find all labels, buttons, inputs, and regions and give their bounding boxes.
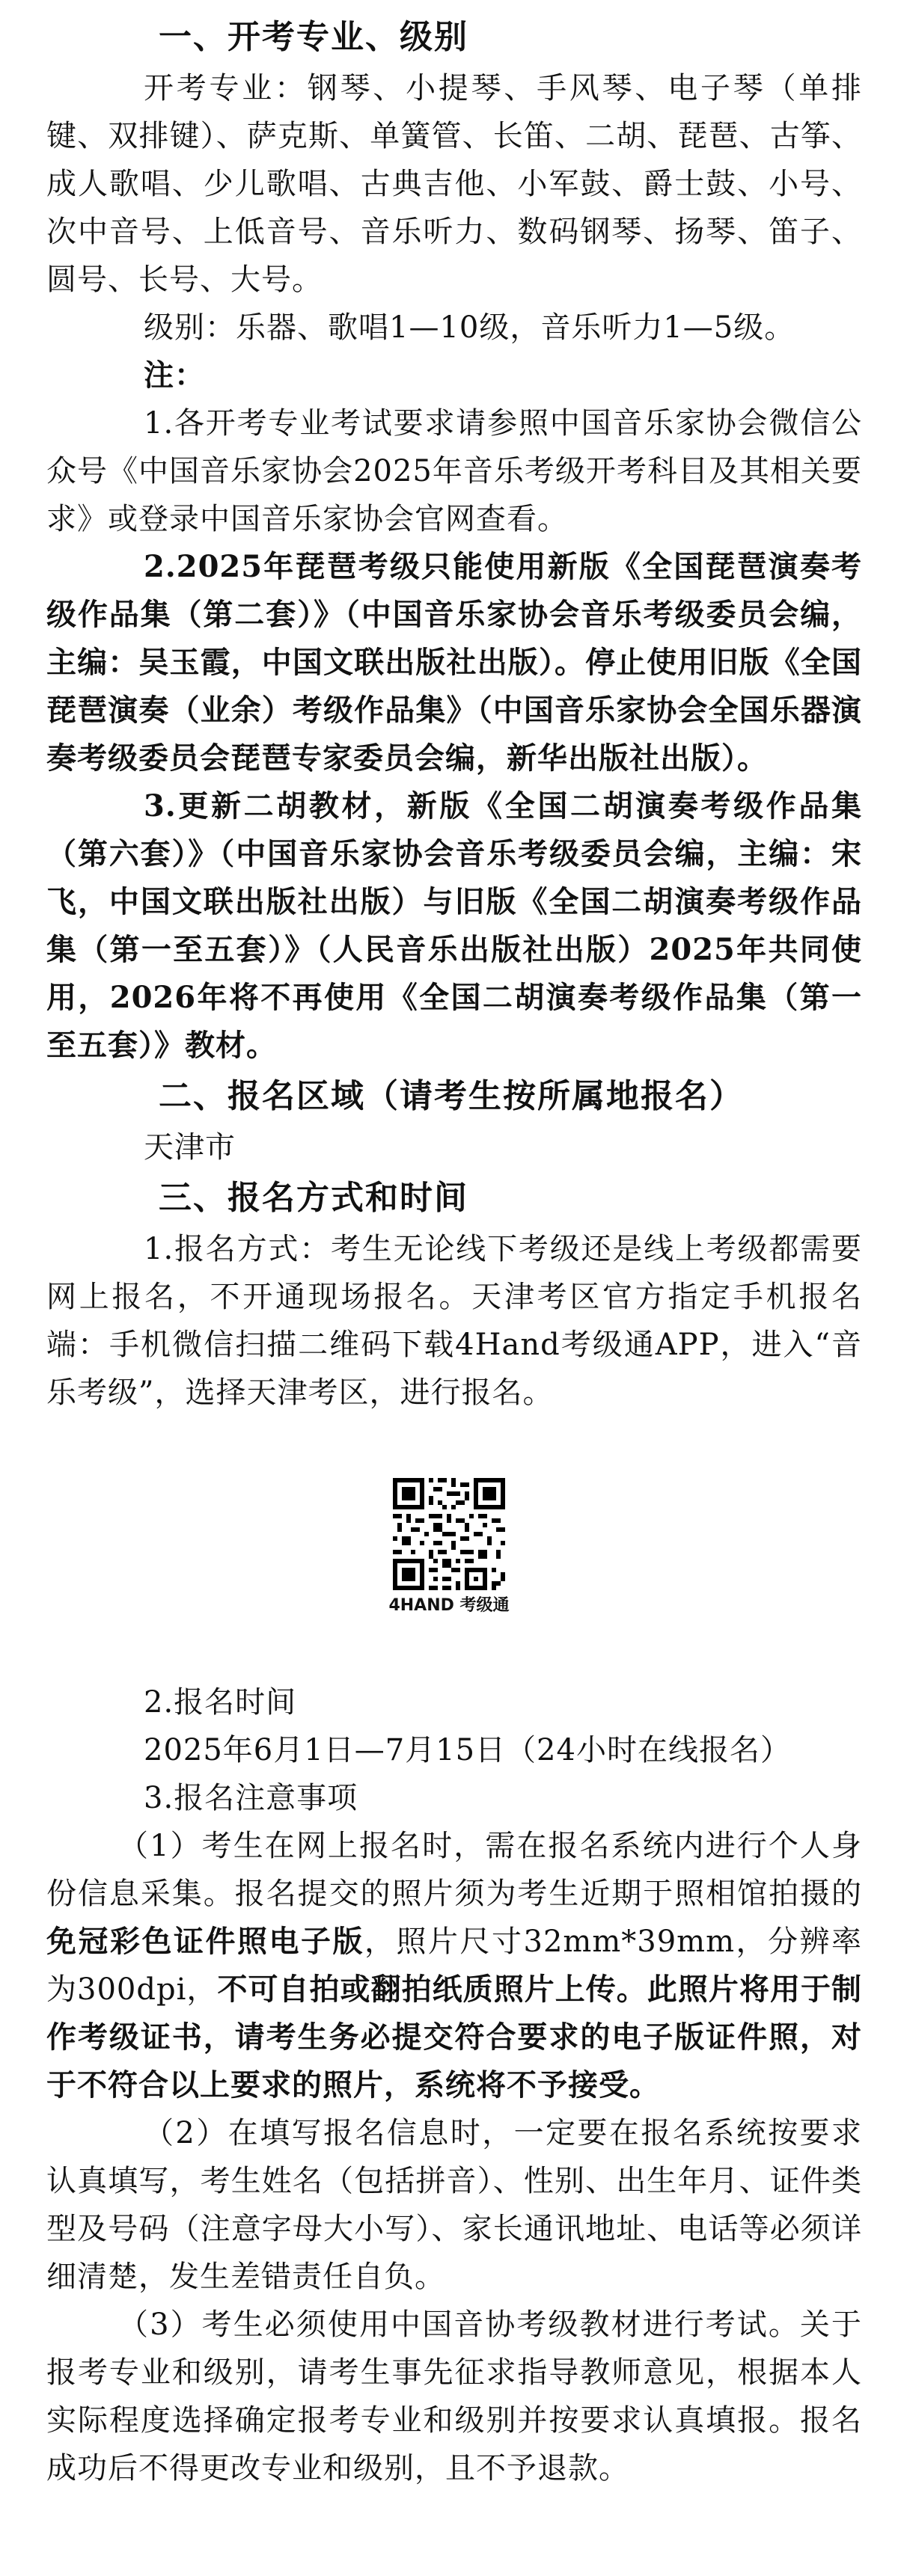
section-1-title: 一、开考专业、级别: [159, 18, 468, 56]
notice-item-1-part-c: ，照片尺寸32mm*39mm，分辨率为300dpi，: [46, 1925, 863, 2007]
area-text: 天津市: [144, 1130, 236, 1165]
qr-caption: 4HAND 考级通: [388, 1596, 510, 1615]
registration-method: 1.报名方式：考生无论线下考级还是线上考级都需要网上报名，不开通现场报名。天津考区官方指定手机报名端：手机微信扫描二维码下载4Hand考级通APP，进入“音乐考级”，选择天津考区，进行报名。: [46, 1232, 862, 1410]
time-label: 2.报名时间: [144, 1685, 297, 1720]
note-2: 2.2025年琵琶考级只能使用新版《全国琵琶演奏考级作品集（第二套）》（中国音乐家协会音乐考级委员会编，主编：吴玉霞，中国文联出版社出版）。停止使用旧版《全国琵琶演奏（业余）考级作品集》（中国音乐家协会全国乐器演奏考级委员会琵琶专家委员会编，新华出版社出版）。: [46, 549, 862, 776]
note-1: 1.各开考专业考试要求请参照中国音乐家协会微信公众号《中国音乐家协会2025年音乐考级开考科目及其相关要求》或登录中国音乐家协会官网查看。: [46, 406, 862, 536]
notice-item-1: [46, 1822, 862, 2109]
notice-label: 3.报名注意事项: [144, 1781, 358, 1815]
time-value: 2025年6月1日—7月15日（24小时在线报名）: [144, 1733, 791, 1767]
notice-item-2: （2）在填写报名信息时，一定要在报名系统按要求认真填写，考生姓名（包括拼音）、性别、出生年月、证件类型及号码（注意字母大小写）、家长通讯地址、电话等必须详细清楚，发生差错责任自负。: [46, 2116, 862, 2294]
notice-item-1-part-b: 免冠彩色证件照电子版: [46, 1924, 364, 1959]
section-2-title: 二、报名区域（请考生按所属地报名）: [159, 1077, 744, 1115]
majors-paragraph: 开考专业：钢琴、小提琴、手风琴、电子琴（单排键、双排键）、萨克斯、单簧管、长笛、二胡、琵琶、古筝、成人歌唱、少儿歌唱、古典吉他、小军鼓、爵士鼓、小号、次中音号、上低音号、音乐听力、数码钢琴、扬琴、笛子、圆号、长号、大号。: [46, 71, 862, 297]
levels-paragraph: 级别：乐器、歌唱1—10级，音乐听力1—5级。: [144, 310, 795, 345]
notice-item-1-part-a: （1）考生在网上报名时，需在报名系统内进行个人身份信息采集。报名提交的照片须为考生近期于照相馆拍摄的: [46, 1829, 862, 1911]
qr-block: [0, 1417, 898, 1678]
note-label: 注：: [144, 358, 205, 393]
section-3-title: 三、报名方式和时间: [159, 1179, 468, 1217]
note-3: 3.更新二胡教材，新版《全国二胡演奏考级作品集（第六套）》（中国音乐家协会音乐考级委员会编，主编：宋飞，中国文联出版社出版）与旧版《全国二胡演奏考级作品集（第一至五套）》（人民音乐出版社出版）2025年共同使用，2026年将不再使用《全国二胡演奏考级作品集（第一至五套）》教材。: [46, 788, 862, 1063]
qr-code-icon[interactable]: [393, 1478, 505, 1590]
notice-item-1-part-d: 不可自拍或翻拍纸质照片上传。此照片将用于制作考级证书，请考生务必提交符合要求的电子版证件照，对于不符合以上要求的照片，系统将不予接受。: [46, 1972, 862, 2103]
notice-item-3: （3）考生必须使用中国音协考级教材进行考试。关于报考专业和级别，请考生事先征求指导教师意见，根据本人实际程度选择确定报考专业和级别并按要求认真填报。报名成功后不得更改专业和级别，且不予退款。: [46, 2307, 862, 2485]
